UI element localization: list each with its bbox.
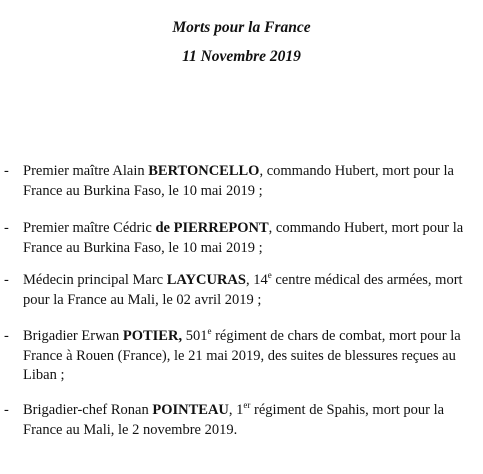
document-date: 11 Novembre 2019 bbox=[182, 48, 301, 65]
entry-text: Médecin principal Marc LAYCURAS, 14e centre médical des armées, mort pour la France au Mali, le 02 avril 2019 ; bbox=[23, 270, 463, 308]
entry-rank: Brigadier Erwan bbox=[23, 328, 120, 344]
entry-description: régiment de Spahis, mort pour la France au Mali, le 2 novembre 2019. bbox=[23, 402, 445, 438]
document-title: Morts pour la France bbox=[172, 19, 311, 36]
entry-surname: POINTEAU bbox=[152, 402, 229, 418]
entry-text: Brigadier-chef Ronan POINTEAU, 1er régiment de Spahis, mort pour la France au Mali, le 2 novembre 2019. bbox=[23, 400, 445, 438]
entry-rank: Premier maître Alain bbox=[23, 163, 145, 179]
entry-description: régiment de chars de combat, mort pour la France à Rouen (France), le 21 mai 2019, des suites de blessures reçues au Liban ; bbox=[23, 328, 461, 383]
entry-text bbox=[23, 162, 475, 201]
bullet-dash: - bbox=[4, 163, 9, 179]
bullet-dash: - bbox=[4, 402, 9, 418]
entry-ordinal-suffix: e bbox=[267, 270, 272, 280]
entry-ordinal-number: 14 bbox=[253, 272, 268, 288]
entry-ordinal-suffix: er bbox=[243, 400, 251, 410]
entry-rank: Premier maître Cédric bbox=[23, 220, 152, 236]
entry-rank: Brigadier-chef Ronan bbox=[23, 402, 149, 418]
entry-description: centre médical des armées, mort pour la France au Mali, le 02 avril 2019 ; bbox=[23, 272, 463, 308]
entry-description: , commando Hubert, mort pour la France au Burkina Faso, le 10 mai 2019 ; bbox=[23, 163, 454, 199]
entry-ordinal-number: 501 bbox=[185, 328, 208, 344]
entry-ordinal-suffix: e bbox=[207, 326, 212, 336]
entry-surname: BERTONCELLO bbox=[148, 163, 260, 179]
entry-surname: LAYCURAS bbox=[166, 272, 246, 288]
entry-text bbox=[23, 327, 475, 386]
bullet-dash: - bbox=[4, 220, 9, 236]
bullet-dash: - bbox=[4, 272, 9, 288]
entry-rank: Médecin principal Marc bbox=[23, 272, 164, 288]
entry-ordinal-number: 1 bbox=[236, 402, 244, 418]
entry-description: , commando Hubert, mort pour la France au Burkina Faso, le 10 mai 2019 ; bbox=[23, 220, 464, 256]
entry-text bbox=[23, 219, 475, 258]
entry-surname: POTIER, bbox=[122, 328, 183, 344]
entry-particle: de bbox=[155, 220, 170, 236]
entry-surname: PIERREPONT bbox=[173, 220, 269, 236]
bullet-dash: - bbox=[4, 328, 9, 344]
